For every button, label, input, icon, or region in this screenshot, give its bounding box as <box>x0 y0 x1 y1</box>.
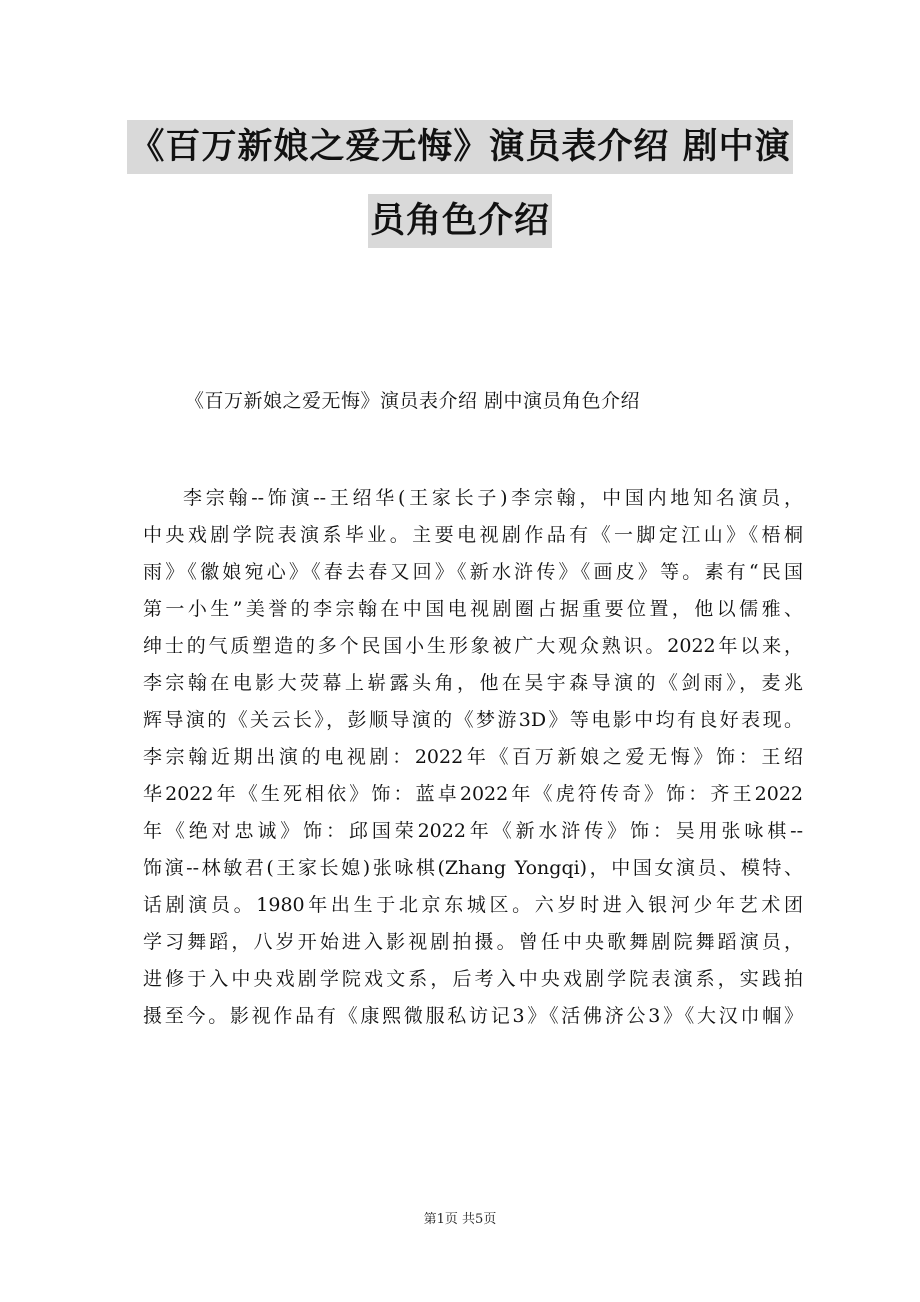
body-line: 李宗翰在电影大荧幕上崭露头角，他在吴宇森导演的《剑雨》，麦兆 <box>143 672 803 694</box>
body-line: 学习舞蹈，八岁开始进入影视剧拍摄。曾任中央歌舞剧院舞蹈演员， <box>143 931 803 953</box>
document-title <box>0 120 920 248</box>
body-line: 进修于入中央戏剧学院戏文系，后考入中央戏剧学院表演系，实践拍 <box>143 968 803 990</box>
body-paragraph <box>143 480 803 1035</box>
body-line: 李宗翰近期出演的电视剧：2022年《百万新娘之爱无悔》饰：王绍 <box>143 746 803 768</box>
document-subtitle: 《百万新娘之爱无悔》演员表介绍 剧中演员角色介绍 <box>185 390 641 412</box>
body-line: 摄至今。影视作品有《康熙微服私访记3》《活佛济公3》《大汉巾帼》 <box>143 1005 803 1027</box>
body-line: 辉导演的《关云长》，彭顺导演的《梦游3D》等电影中均有良好表现。 <box>143 709 803 731</box>
body-line: 雨》《徽娘宛心》《春去春又回》《新水浒传》《画皮》等。素有“民国 <box>143 561 803 583</box>
body-line: 饰演--林敏君(王家长媳)张咏棋(Zhang Yongqi)，中国女演员、模特、 <box>143 857 803 879</box>
page-number-footer: 第1页 共5页 <box>423 1212 497 1227</box>
body-line: 绅士的气质塑造的多个民国小生形象被广大观众熟识。2022年以来， <box>143 635 803 657</box>
body-line: 华2022年《生死相依》饰：蓝卓2022年《虎符传奇》饰：齐王2022 <box>143 783 803 805</box>
body-line: 年《绝对忠诚》饰：邱国荣2022年《新水浒传》饰：吴用张咏棋-- <box>143 820 803 842</box>
title-line-2: 员角色介绍 <box>368 194 552 248</box>
body-line: 中央戏剧学院表演系毕业。主要电视剧作品有《一脚定江山》《梧桐 <box>143 524 803 546</box>
body-line: 李宗翰--饰演--王绍华(王家长子)李宗翰，中国内地知名演员， <box>183 487 803 509</box>
body-line: 话剧演员。1980年出生于北京东城区。六岁时进入银河少年艺术团 <box>143 894 803 916</box>
title-line-1: 《百万新娘之爱无悔》演员表介绍 剧中演 <box>127 120 792 174</box>
body-line: 第一小生”美誉的李宗翰在中国电视剧圈占据重要位置，他以儒雅、 <box>143 598 803 620</box>
